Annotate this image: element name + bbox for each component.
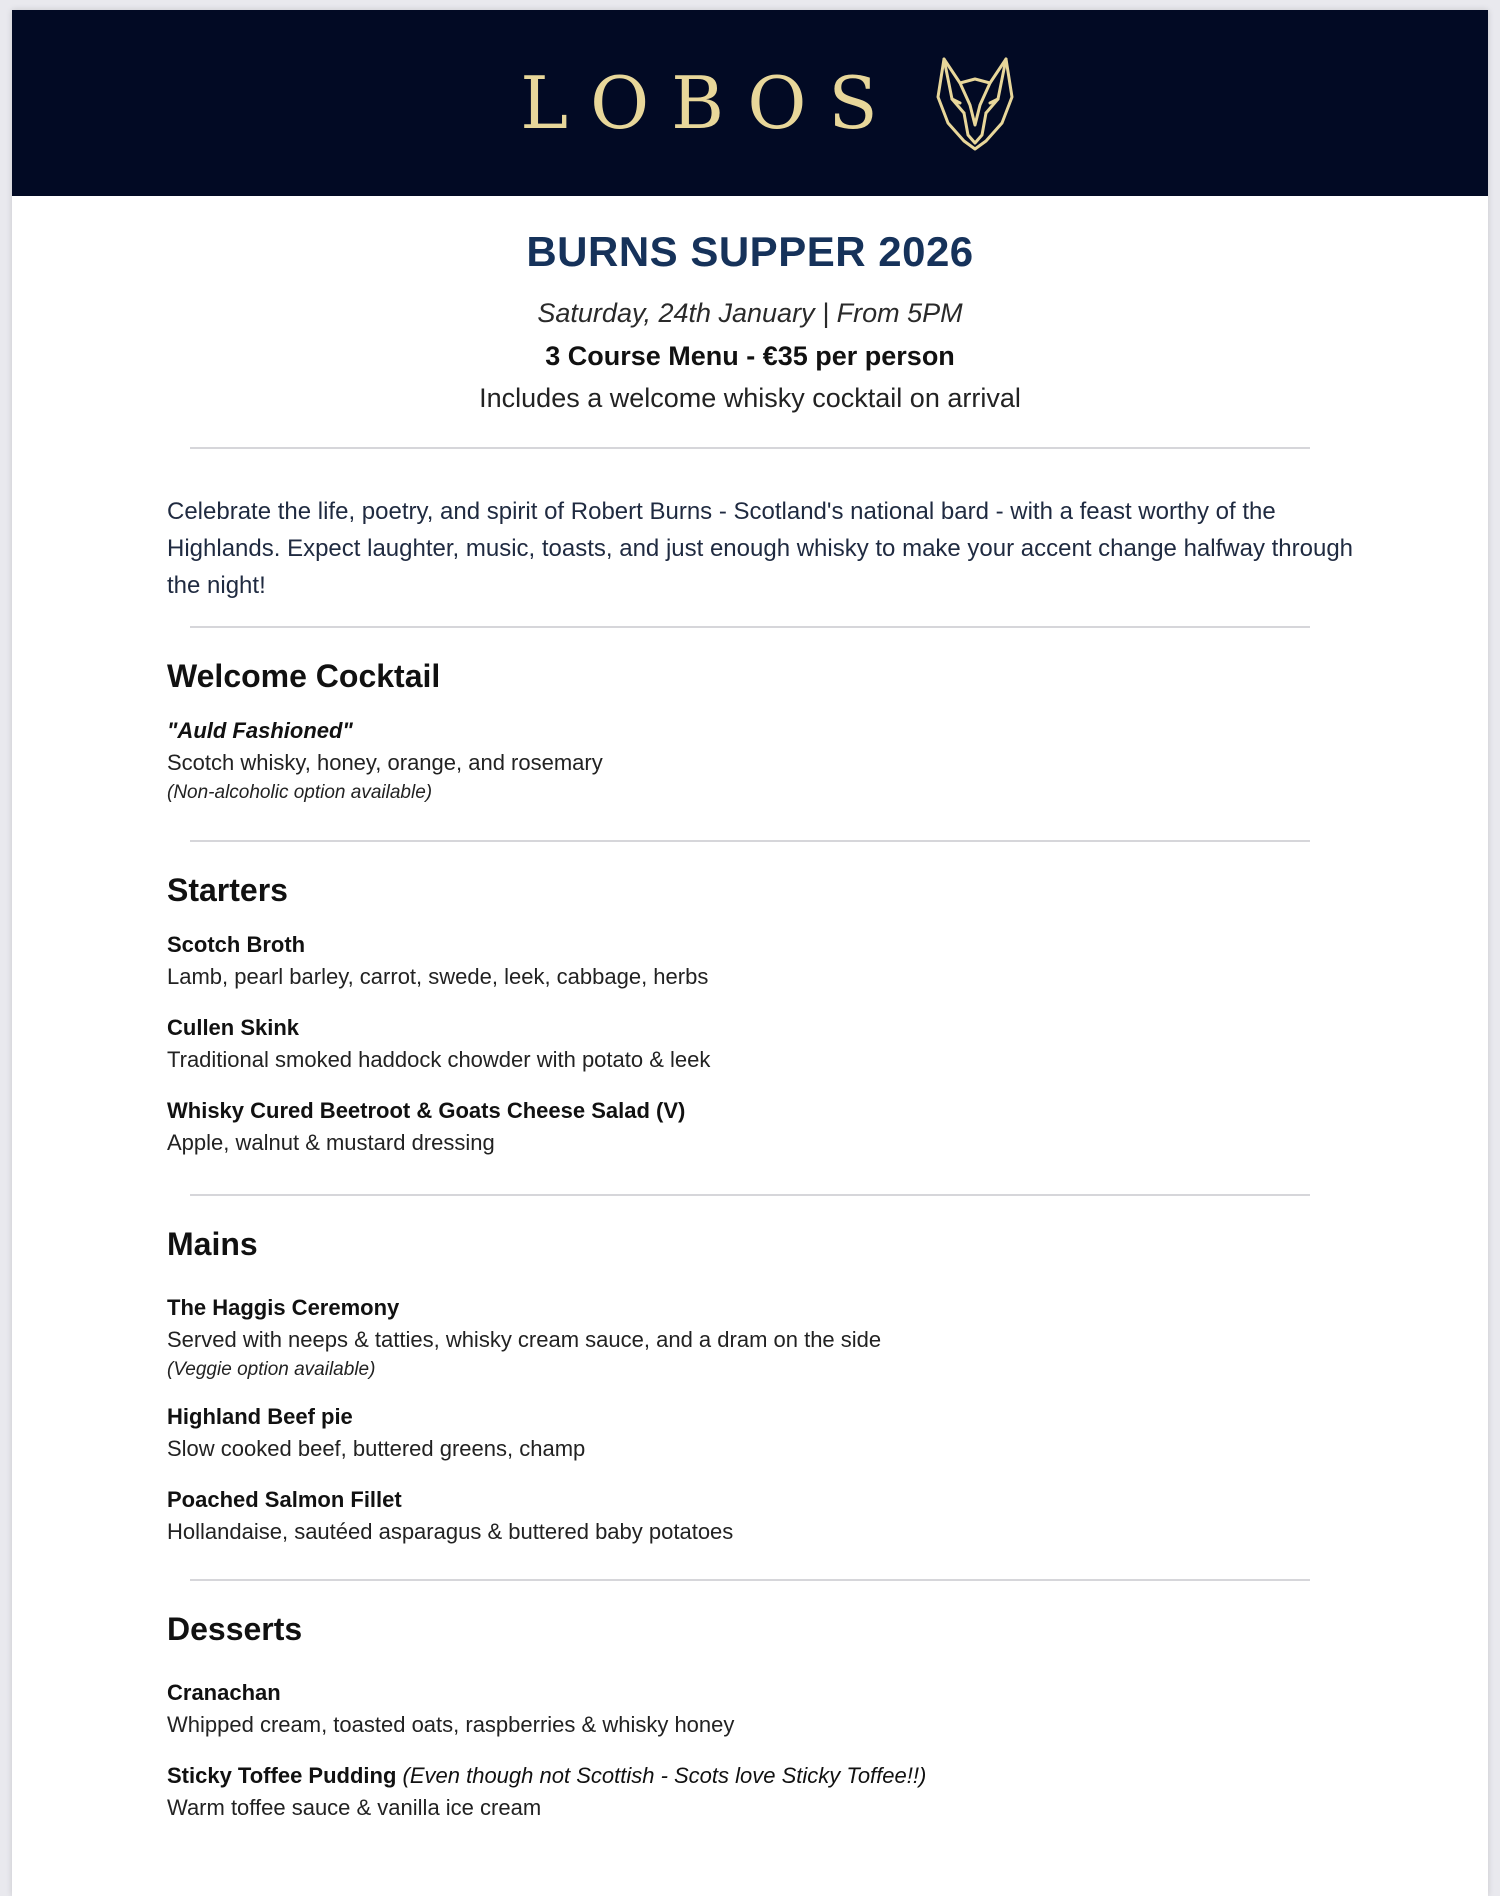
menu-item-name: Scotch Broth: [167, 932, 306, 957]
section-title-welcome: Welcome Cocktail: [167, 658, 441, 694]
wolf-head-icon: [930, 53, 1020, 153]
section-title-starters: Starters: [167, 872, 288, 908]
menu-item-description: Hollandaise, sautéed asparagus & buttered baby potatoes: [167, 1519, 734, 1544]
menu-item-note: (Veggie option available): [167, 1359, 376, 1380]
menu-item-description: Lamb, pearl barley, carrot, swede, leek, cabbage, herbs: [167, 964, 709, 989]
menu-item-name: Whisky Cured Beetroot & Goats Cheese Salad (V): [167, 1098, 686, 1123]
page-title: BURNS SUPPER 2026: [526, 228, 974, 275]
section-title-desserts: Desserts: [167, 1611, 303, 1647]
menu-item-description: Slow cooked beef, buttered greens, champ: [167, 1436, 586, 1461]
menu-item-name: Highland Beef pie: [167, 1404, 353, 1429]
intro-paragraph: Celebrate the life, poetry, and spirit of Robert Burns - Scotland's national bard - with a feast worthy of the Highlands. Expect laughter, music, toasts, and just enough whisky to make your accent change halfway through the night!: [167, 498, 1354, 599]
menu-item-description: Served with neeps & tatties, whisky cream sauce, and a dram on the side: [167, 1327, 882, 1352]
section-title-mains: Mains: [167, 1226, 258, 1262]
cocktail-description: Scotch whisky, honey, orange, and rosemary: [167, 750, 603, 775]
divider: [190, 626, 1310, 628]
cocktail-name: "Auld Fashioned": [167, 718, 353, 743]
menu-item-name: Poached Salmon Fillet: [167, 1487, 402, 1512]
menu-item-name: The Haggis Ceremony: [167, 1295, 400, 1320]
menu-item-name: Cullen Skink: [167, 1015, 300, 1040]
divider: [190, 1194, 1310, 1196]
divider: [190, 447, 1310, 449]
brand-name: LOBOS: [520, 61, 900, 145]
menu-item-name: Cranachan: [167, 1680, 281, 1705]
menu-item-name-with-note: [167, 1763, 926, 1789]
menu-item-note: (Even though not Scottish - Scots love Sticky Toffee!!): [402, 1763, 927, 1788]
event-price: 3 Course Menu - €35 per person: [545, 341, 955, 371]
event-date: Saturday, 24th January | From 5PM: [537, 298, 963, 328]
divider: [190, 840, 1310, 842]
menu-item-description: Whipped cream, toasted oats, raspberries & whisky honey: [167, 1712, 735, 1737]
divider: [190, 1579, 1310, 1581]
menu-item-description: Apple, walnut & mustard dressing: [167, 1130, 495, 1155]
event-includes: Includes a welcome whisky cocktail on arrival: [479, 383, 1021, 413]
menu-page: [12, 10, 1488, 1896]
header-banner: [12, 10, 1488, 196]
brand: [12, 10, 1488, 196]
menu-item-name: Sticky Toffee Pudding: [167, 1763, 397, 1788]
menu-item-description: Traditional smoked haddock chowder with potato & leek: [167, 1047, 711, 1072]
cocktail-note: (Non-alcoholic option available): [167, 782, 433, 803]
menu-item-description: Warm toffee sauce & vanilla ice cream: [167, 1795, 542, 1820]
